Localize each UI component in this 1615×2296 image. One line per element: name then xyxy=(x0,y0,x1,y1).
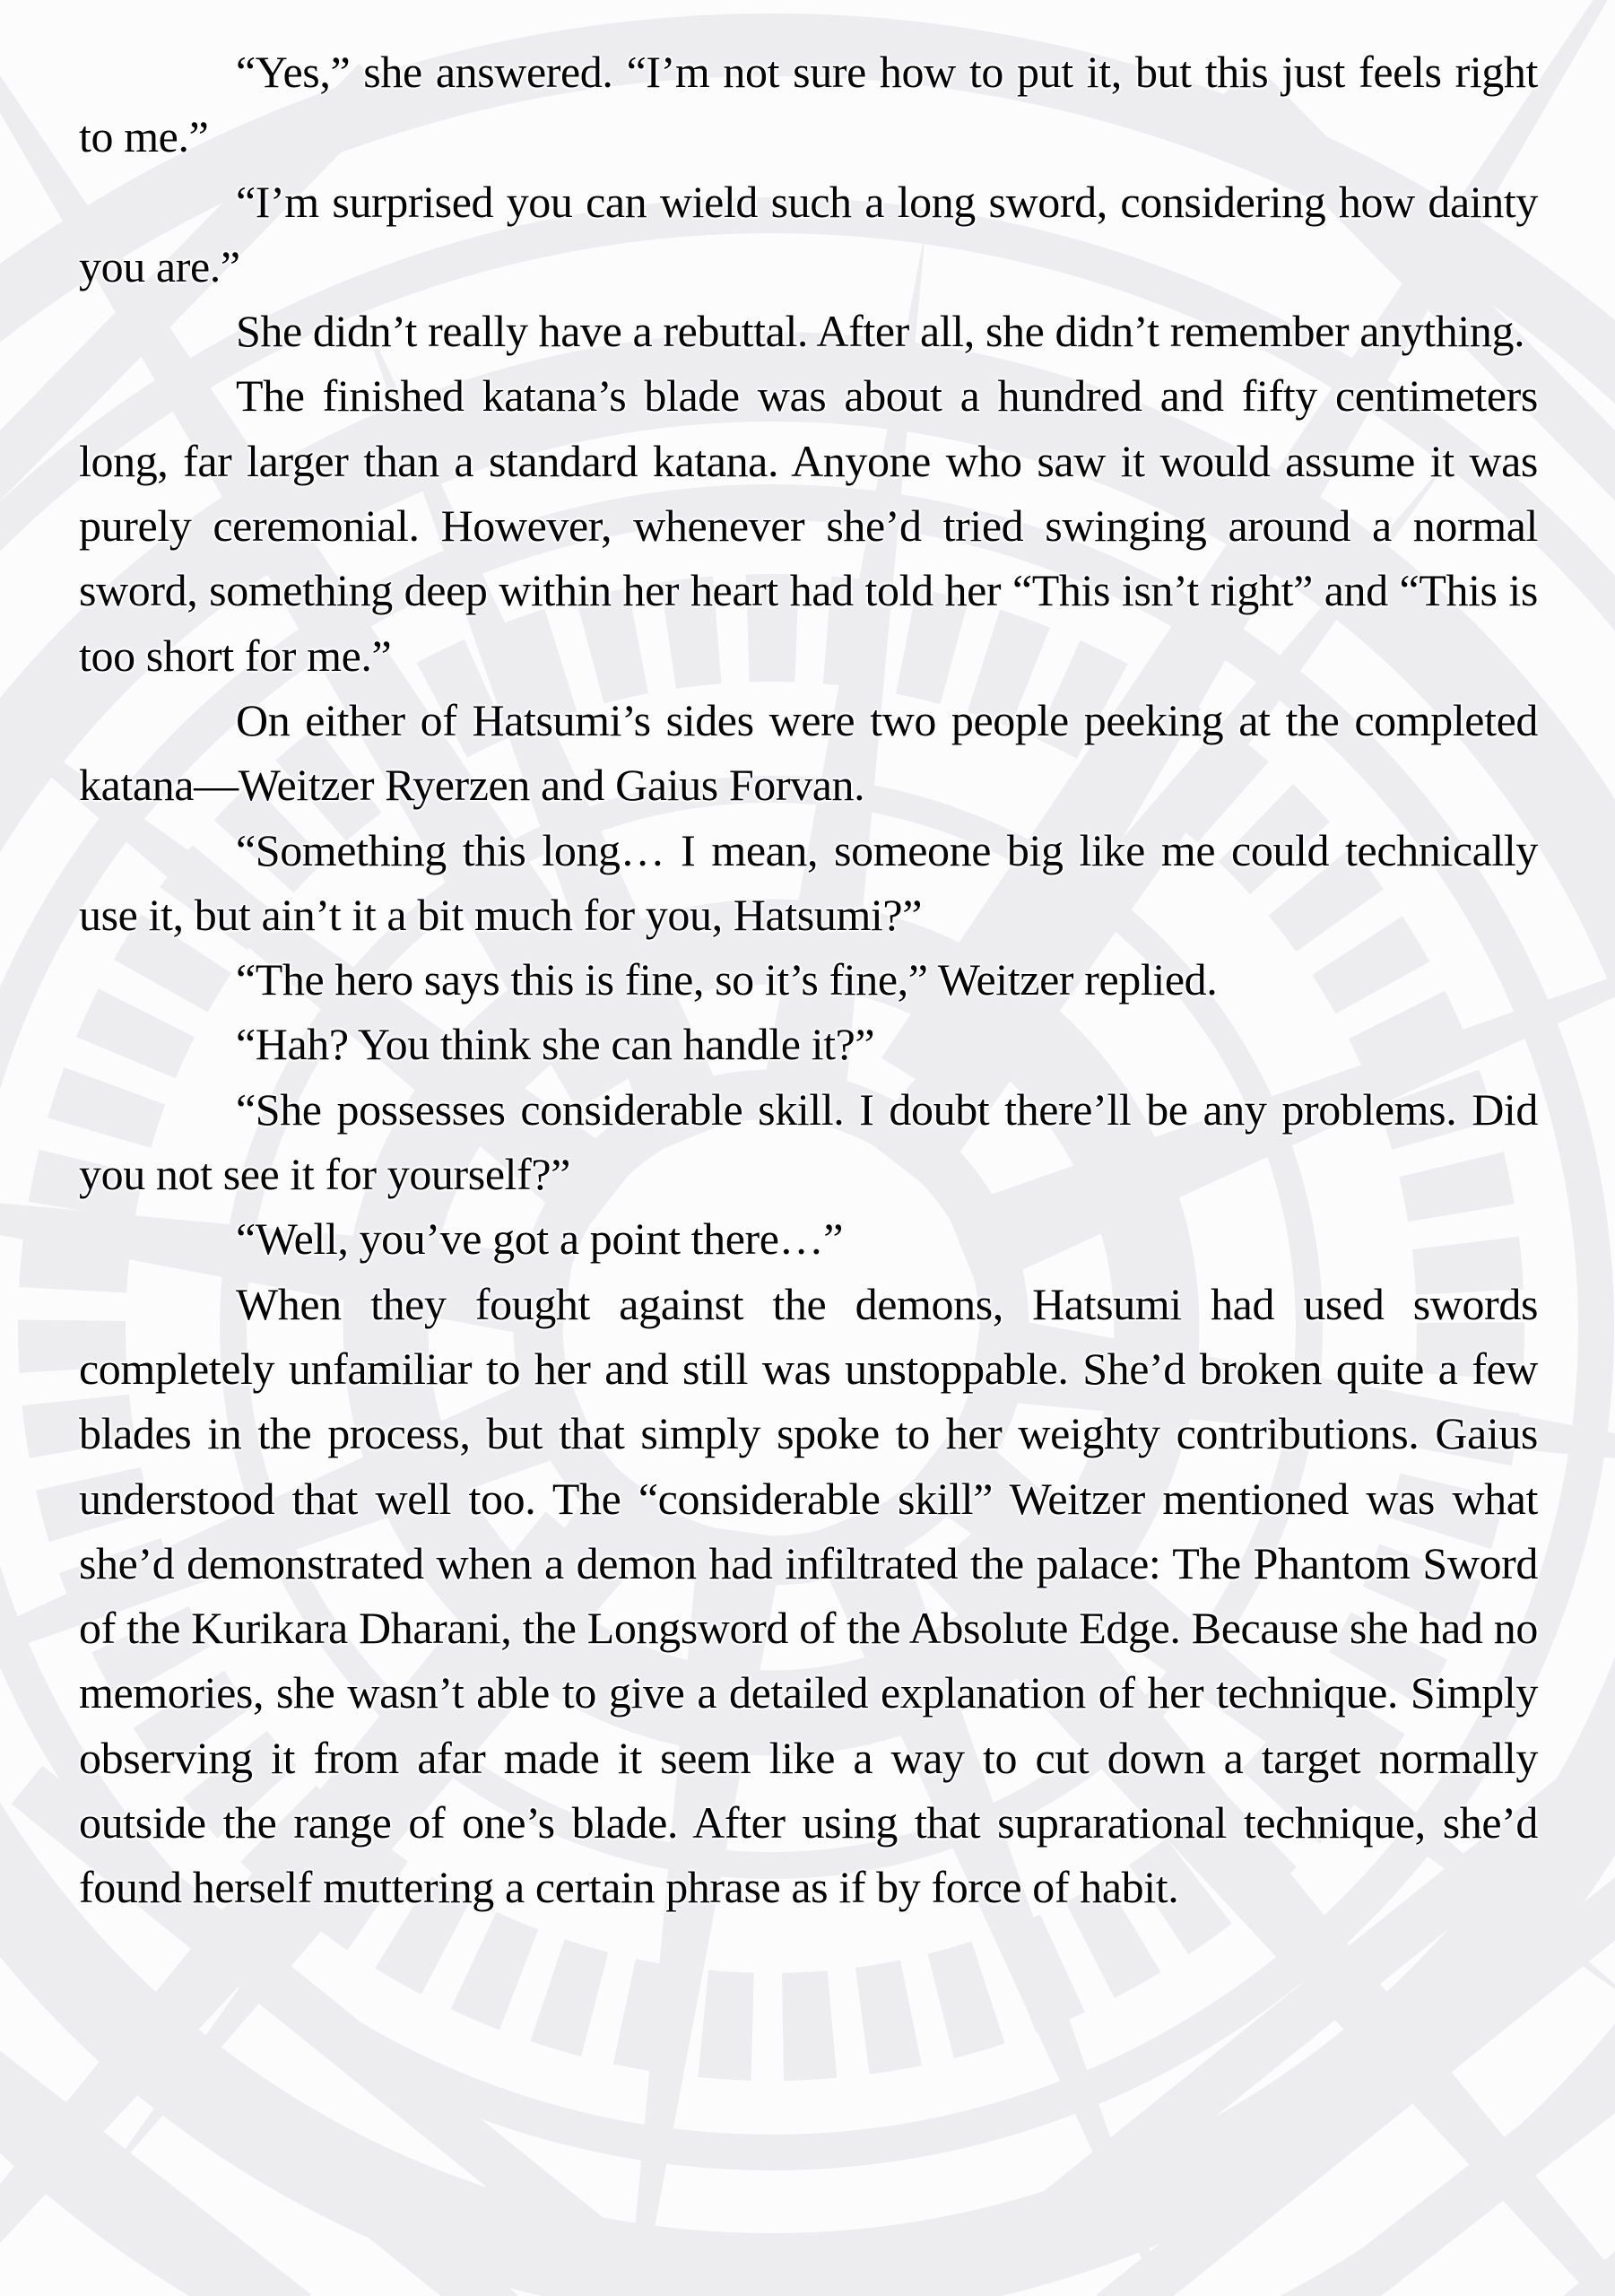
paragraph: She didn’t really have a rebuttal. After all, she didn’t remember anything. xyxy=(236,306,1525,357)
paragraph: The finished katana’s blade was about a hundred and fifty centimeters long, far larger than a standard katana. Anyone who saw it would assume it was purely ceremonial. However, whenever she’d tried swinging around a normal sword, something deep within her heart had told her “This isn’t right” and “This is too short for me.” xyxy=(79,370,1538,681)
paragraph: “I’m surprised you can wield such a long sword, considering how dainty you are.” xyxy=(79,176,1538,291)
page-text xyxy=(79,39,1538,1920)
paragraph: “She possesses considerable skill. I doubt there’ll be any problems. Did you not see it for yourself?” xyxy=(79,1083,1538,1200)
paragraph: “The hero says this is fine, so it’s fine,” Weitzer replied. xyxy=(236,954,1218,1005)
paragraph: “Something this long… I mean, someone big like me could technically use it, but ain’t it a bit much for you, Hatsumi?” xyxy=(79,824,1538,940)
paragraph: When they fought against the demons, Hatsumi had used swords completely unfamiliar to her and still was unstoppable. She’d broken quite a few blades in the process, but that simply spoke to her weighty contributions. Gaius understood that well too. The “considerable skill” Weitzer mentioned was what she’d demonstrated when a demon had infiltrated the palace: The Phantom Sword of the Kurikara Dharani, the Longsword of the Absolute Edge. Because she had no memories, she wasn’t able to give a detailed explanation of her technique. Simply observing it from afar made it seem like a way to cut down a target normally outside the range of one’s blade. After using that suprarational technique, she’d found herself muttering a certain phrase as if by force of habit. xyxy=(79,1278,1538,1913)
paragraph: “Hah? You think she can handle it?” xyxy=(236,1019,875,1070)
paragraph: “Well, you’ve got a point there…” xyxy=(236,1213,843,1265)
paragraph: On either of Hatsumi’s sides were two people peeking at the completed katana—Weitzer Ryerzen and Gaius Forvan. xyxy=(79,694,1538,811)
paragraph: “Yes,” she answered. “I’m not sure how to put it, but this just feels right to me.” xyxy=(79,47,1538,162)
